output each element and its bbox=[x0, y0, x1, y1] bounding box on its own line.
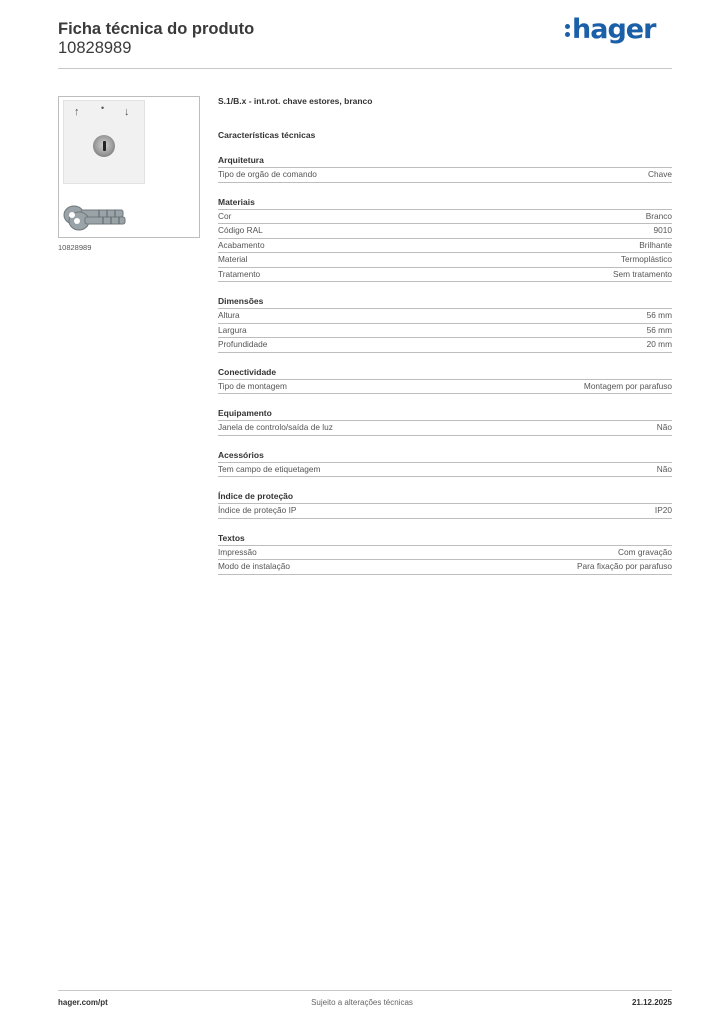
product-number: 10828989 bbox=[58, 39, 132, 57]
spec-row bbox=[218, 504, 672, 519]
section-heading: Características técnicas bbox=[218, 130, 316, 140]
footer-website[interactable]: hager.com/pt bbox=[58, 998, 108, 1007]
image-caption: 10828989 bbox=[58, 243, 92, 252]
spec-row bbox=[218, 463, 672, 478]
product-description: S.1/B.x - int.rot. chave estores, branco bbox=[218, 96, 373, 106]
spec-row bbox=[218, 239, 672, 254]
spec-value: 56 mm bbox=[646, 310, 672, 320]
spec-value: Para fixação por parafuso bbox=[576, 561, 672, 571]
spec-row bbox=[218, 380, 672, 395]
spec-group-title: Materiais bbox=[218, 196, 672, 210]
spec-value: 20 mm bbox=[646, 339, 672, 349]
spec-label: Acabamento bbox=[218, 239, 265, 250]
spec-label: Tratamento bbox=[218, 268, 261, 279]
spec-label: Modo de instalação bbox=[218, 561, 290, 571]
footer-divider bbox=[58, 990, 672, 991]
spec-group-title: Arquitetura bbox=[218, 154, 672, 168]
spec-group-title: Acessórios bbox=[218, 449, 672, 463]
spec-label: Altura bbox=[218, 310, 240, 320]
spec-group bbox=[218, 449, 672, 478]
switch-plate bbox=[63, 100, 145, 184]
spec-value: Sem tratamento bbox=[612, 268, 672, 279]
spec-row bbox=[218, 253, 672, 268]
spec-group bbox=[218, 532, 672, 575]
spec-row bbox=[218, 168, 672, 183]
arrow-down-icon: ↓ bbox=[124, 106, 130, 118]
spec-label: Tipo de montagem bbox=[218, 380, 287, 391]
spec-label: Índice de proteção IP bbox=[218, 505, 297, 515]
product-image bbox=[58, 96, 200, 238]
spec-group-title: Conectividade bbox=[218, 366, 672, 380]
spec-value: Termoplástico bbox=[620, 254, 672, 264]
page-title: Ficha técnica do produto bbox=[58, 20, 255, 38]
hager-logo bbox=[565, 14, 655, 45]
spec-row bbox=[218, 421, 672, 436]
spec-group-title: Equipamento bbox=[218, 407, 672, 421]
spec-row bbox=[218, 210, 672, 225]
spec-row bbox=[218, 560, 672, 575]
spec-label: Código RAL bbox=[218, 225, 263, 235]
keys-icon bbox=[63, 191, 129, 235]
spec-row bbox=[218, 338, 672, 353]
spec-label: Tem campo de etiquetagem bbox=[218, 463, 321, 474]
spec-row bbox=[218, 309, 672, 324]
footer-date: 21.12.2025 bbox=[631, 998, 672, 1007]
spec-group bbox=[218, 154, 672, 183]
logo-dots-icon bbox=[565, 22, 570, 38]
spec-value: Brilhante bbox=[639, 239, 672, 250]
header-divider bbox=[58, 68, 672, 69]
spec-group bbox=[218, 295, 672, 353]
spec-value: 9010 bbox=[653, 225, 672, 235]
spec-group-title: Índice de proteção bbox=[218, 490, 672, 504]
spec-value: Com gravação bbox=[618, 546, 672, 557]
spec-row bbox=[218, 268, 672, 283]
spec-value: Montagem por parafuso bbox=[583, 380, 672, 391]
footer-notice: Sujeito a alterações técnicas bbox=[311, 998, 413, 1007]
logo-text: hager bbox=[572, 14, 656, 45]
spec-label: Profundidade bbox=[218, 339, 268, 349]
spec-value: Não bbox=[656, 463, 672, 474]
spec-row bbox=[218, 546, 672, 561]
spec-value: Não bbox=[656, 422, 672, 432]
spec-row bbox=[218, 324, 672, 339]
arrow-up-icon: ↑ bbox=[74, 106, 80, 118]
spec-group bbox=[218, 490, 672, 519]
key-cylinder bbox=[93, 135, 115, 157]
spec-group bbox=[218, 366, 672, 395]
spec-group bbox=[218, 196, 672, 283]
spec-value: IP20 bbox=[654, 505, 672, 515]
spec-label: Janela de controlo/saída de luz bbox=[218, 422, 333, 432]
spec-group bbox=[218, 407, 672, 436]
spec-label: Tipo de orgão de comando bbox=[218, 169, 317, 179]
spec-label: Material bbox=[218, 254, 248, 264]
spec-label: Cor bbox=[218, 210, 232, 221]
spec-value: 56 mm bbox=[646, 324, 672, 335]
spec-row bbox=[218, 224, 672, 239]
dot-icon: • bbox=[101, 103, 105, 113]
spec-value: Branco bbox=[645, 210, 672, 221]
spec-group-title: Textos bbox=[218, 532, 672, 546]
spec-label: Largura bbox=[218, 324, 247, 335]
specs-table bbox=[218, 154, 672, 575]
spec-label: Impressão bbox=[218, 546, 257, 557]
spec-group-title: Dimensões bbox=[218, 295, 672, 309]
spec-value: Chave bbox=[648, 169, 672, 179]
